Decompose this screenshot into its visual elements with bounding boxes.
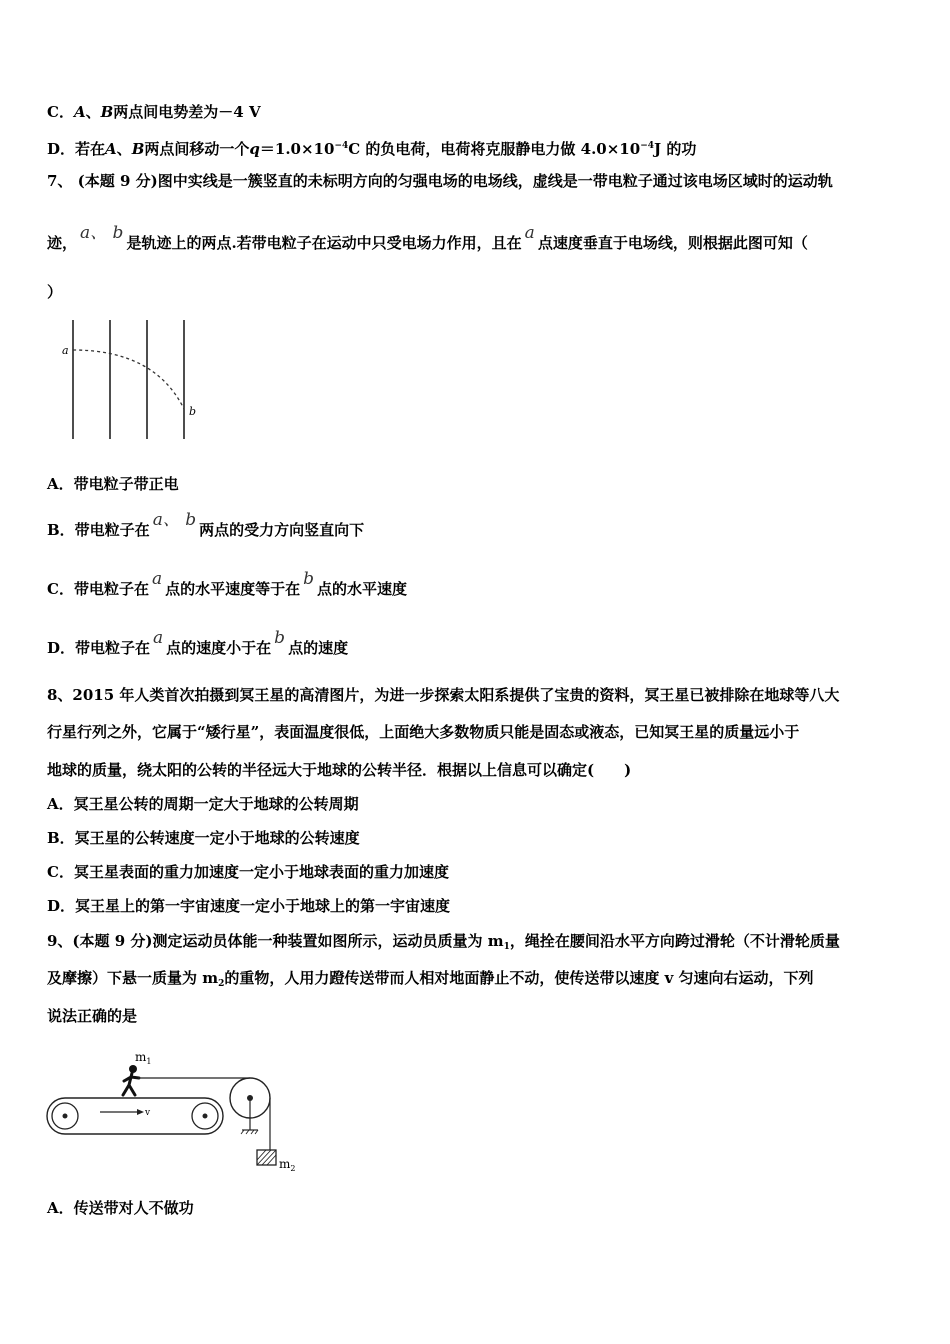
m1-label: $m_1$ — [135, 1050, 152, 1066]
q8-stem-line2: 行星行列之外，它属于“矮行星”，表面温度很低，上面绝大多数物质只能是固态或液态，已知冥王星的质量远小于 — [47, 723, 800, 741]
conveyor-pulley-figure — [45, 1045, 305, 1180]
q7-option-a: A．带电粒子带正电 — [47, 475, 179, 493]
m2-label: $m_2$ — [279, 1157, 296, 1173]
velocity-label: v — [145, 1108, 151, 1118]
q7-stem-line1: 7、 (本题 9 分)图中实线是一簇竖直的未标明方向的匀强电场的电场线，虚线是一带电粒子通过该电场区域时的运动轨 — [47, 172, 833, 190]
q8-option-b: B．冥王星的公转速度一定小于地球的公转速度 — [47, 829, 360, 847]
q7-option-c: C．带电粒子在 a 点的水平速度等于在 b 点的水平速度 — [47, 569, 408, 598]
q6-option-d: D．若在A、B两点间移动一个$q=1.0\times 10^{-4}C$ 的负电荷，电荷将克服静电力做 $4.0\times 10^{-4}J$ 的功 — [47, 140, 697, 158]
q8-option-d: D．冥王星上的第一宇宙速度一定小于地球上的第一宇宙速度 — [47, 897, 451, 915]
point-b-label: b — [189, 405, 197, 418]
q7-option-b: B．带电粒子在 a、 b 两点的受力方向竖直向下 — [47, 510, 365, 539]
electric-field-figure — [55, 315, 205, 445]
trajectory-curve — [73, 350, 184, 409]
q9-stem-line1: 9、(本题 9 分)测定运动员体能一种装置如图所示，运动员质量为 $m_1$，绳拴在腰间沿水平方向跨过滑轮（不计滑轮质量 — [47, 932, 840, 952]
q7-stem-line3: ） — [47, 283, 63, 301]
point-a-label: a — [62, 344, 69, 357]
q8-option-a: A．冥王星公转的周期一定大于地球的公转周期 — [47, 795, 359, 813]
q9-stem-line3: 说法正确的是 — [47, 1007, 138, 1025]
q8-option-c: C．冥王星表面的重力加速度一定小于地球表面的重力加速度 — [47, 863, 449, 881]
q8-stem-line3: 地球的质量，绕太阳的公转的半径远大于地球的公转半径．根据以上信息可以确定( ) — [47, 761, 632, 779]
q8-stem-line1: 8、2015 年人类首次拍摄到冥王星的高清图片，为进一步探索太阳系提供了宝贵的资料，冥王星已被排除在地球等八大 — [47, 686, 840, 704]
q7-stem-line2: 迹， a、 b 是轨迹上的两点.若带电粒子在运动中只受电场力作用，且在 a 点速度垂直于电场线，则根据此图可知（ — [47, 223, 808, 252]
person-head — [129, 1065, 137, 1073]
person-body — [123, 1073, 139, 1095]
q6-option-c: C．A、B两点间电势差为－4 V — [47, 103, 261, 121]
q9-option-a: A．传送带对人不做功 — [47, 1199, 194, 1217]
q9-stem-line2: 及摩擦）下悬一质量为 $m_2$的重物，人用力蹬传送带而人相对地面静止不动，使传送带以速度 v 匀速向右运动，下列 — [47, 969, 814, 989]
q7-option-d: D．带电粒子在 a 点的速度小于在 b 点的速度 — [47, 628, 349, 657]
